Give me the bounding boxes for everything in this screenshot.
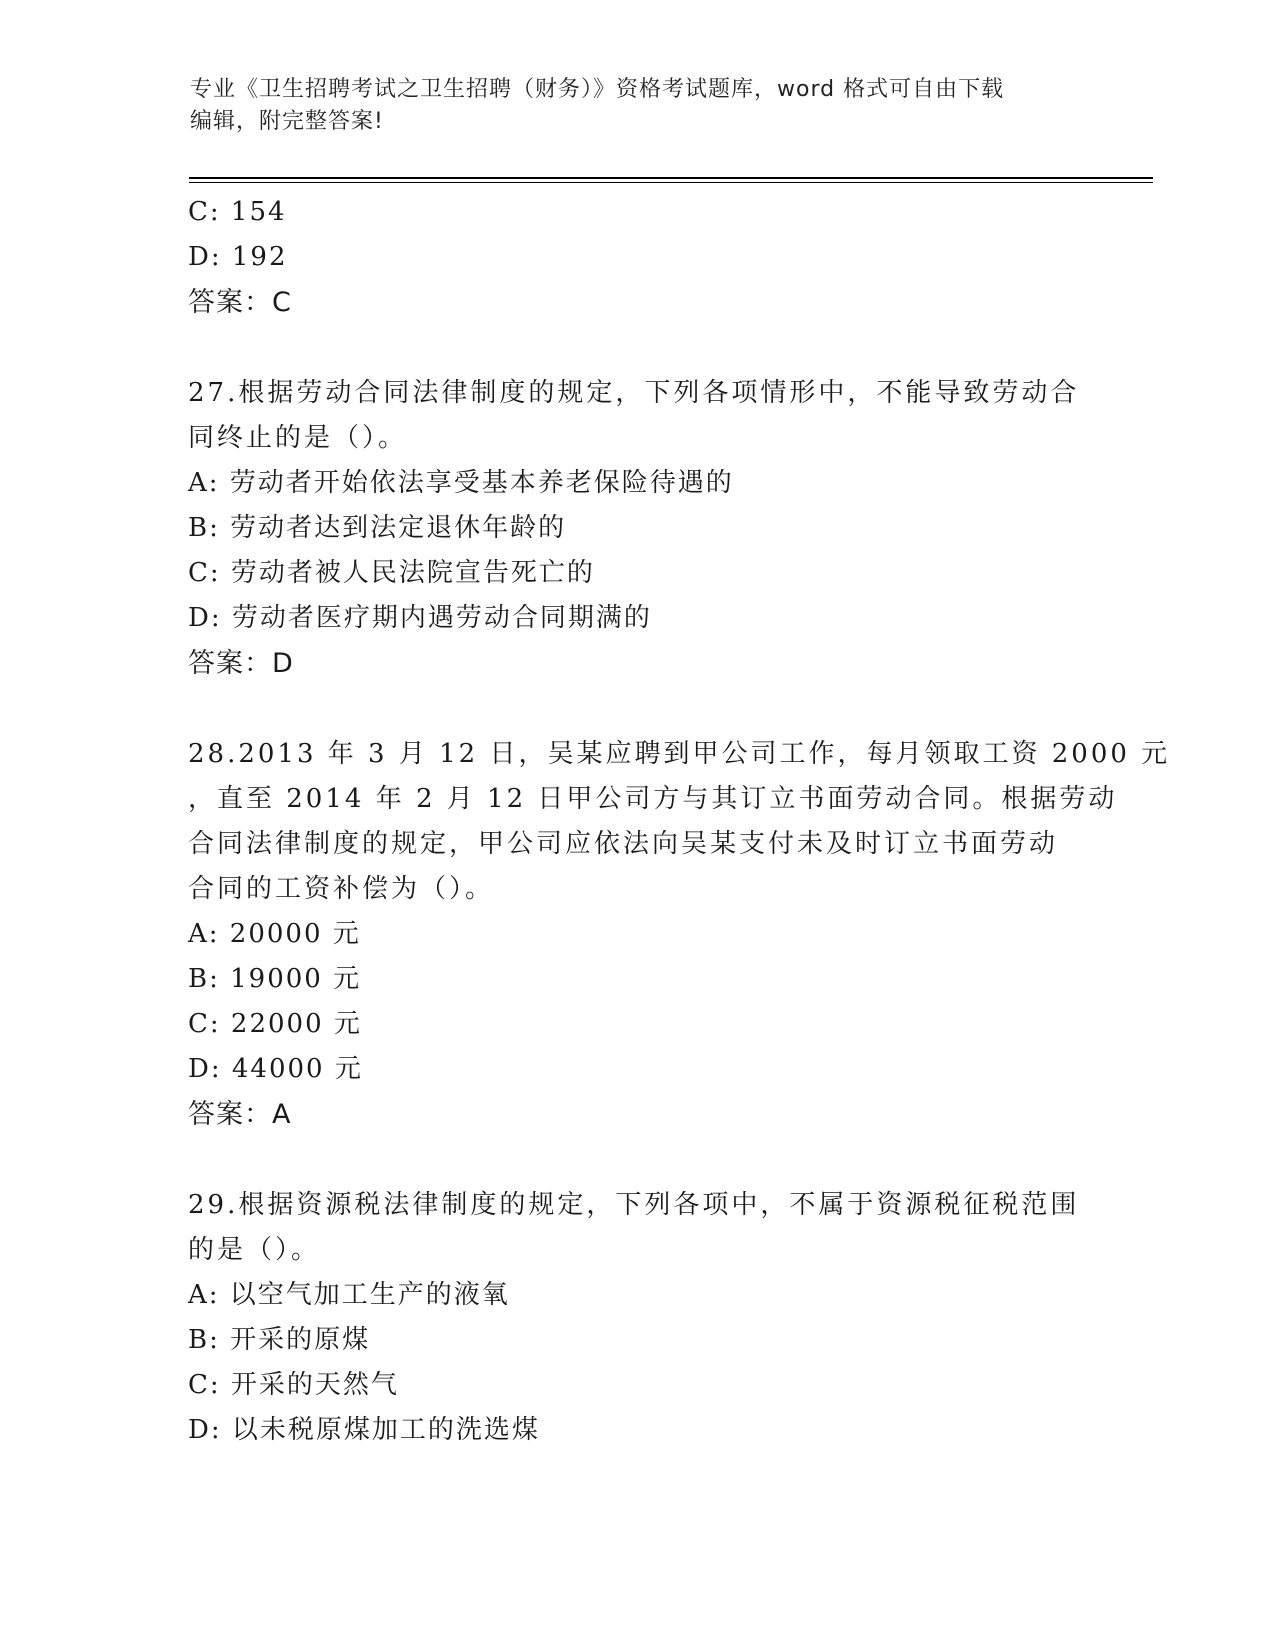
- stem-line: 的是（）。: [188, 1235, 321, 1265]
- stem-line: 28.2013 年 3 月 12 日，吴某应聘到甲公司工作，每月领取工资 2000 元: [188, 739, 1171, 769]
- stem-line: 29.根据资源税法律制度的规定，下列各项中，不属于资源税征税范围: [188, 1190, 1080, 1220]
- option-c: C: 154: [188, 197, 287, 227]
- option-a: A: 劳动者开始依法享受基本养老保险待遇的: [188, 468, 734, 498]
- question-stem: [188, 371, 1088, 461]
- header-divider-thick: [189, 177, 1153, 179]
- stem-line: 合同的工资补偿为（）。: [188, 874, 495, 904]
- spacer: [188, 326, 1088, 371]
- question-28: [188, 732, 1171, 1138]
- document-body: [188, 190, 1171, 1453]
- option-c: C: 劳动者被人民法院宣告死亡的: [188, 558, 595, 588]
- question-stem: [188, 1183, 1088, 1273]
- option-d: D: 以未税原煤加工的洗选煤: [188, 1415, 540, 1445]
- stem-line: 27.根据劳动合同法律制度的规定，下列各项情形中，不能导致劳动合: [188, 378, 1080, 408]
- question-29: [188, 1183, 1088, 1453]
- stem-line: 同终止的是（）。: [188, 423, 408, 453]
- option-a: A: 20000 元: [188, 919, 361, 949]
- option-d: D: 192: [188, 242, 288, 272]
- question-26-tail: [188, 190, 1088, 326]
- header-divider-thin: [189, 182, 1153, 183]
- stem-line: 合同法律制度的规定，甲公司应依法向吴某支付未及时订立书面劳动: [188, 829, 1059, 859]
- option-d: D: 44000 元: [188, 1054, 363, 1084]
- answer-line: 答案：A: [188, 1099, 292, 1130]
- spacer: [188, 1138, 1088, 1183]
- option-c: C: 22000 元: [188, 1009, 362, 1039]
- header-line-1: 专业《卫生招聘考试之卫生招聘（财务）》资格考试题库，word 格式可自由下载: [190, 77, 1005, 102]
- option-c: C: 开采的天然气: [188, 1370, 399, 1400]
- header-line-2: 编辑，附完整答案!: [190, 109, 384, 134]
- option-b: B: 开采的原煤: [188, 1325, 371, 1355]
- option-b: B: 19000 元: [188, 964, 362, 994]
- option-a: A: 以空气加工生产的液氧: [188, 1280, 510, 1310]
- document-header: [190, 74, 1080, 138]
- question-stem: [188, 732, 1171, 912]
- option-b: B: 劳动者达到法定退休年龄的: [188, 513, 567, 543]
- question-27: [188, 371, 1088, 687]
- spacer: [188, 687, 1088, 732]
- answer-line: 答案：C: [188, 287, 292, 318]
- option-d: D: 劳动者医疗期内遇劳动合同期满的: [188, 603, 652, 633]
- stem-line: ，直至 2014 年 2 月 12 日甲公司方与其订立书面劳动合同。根据劳动: [188, 784, 1118, 814]
- answer-line: 答案：D: [188, 648, 294, 679]
